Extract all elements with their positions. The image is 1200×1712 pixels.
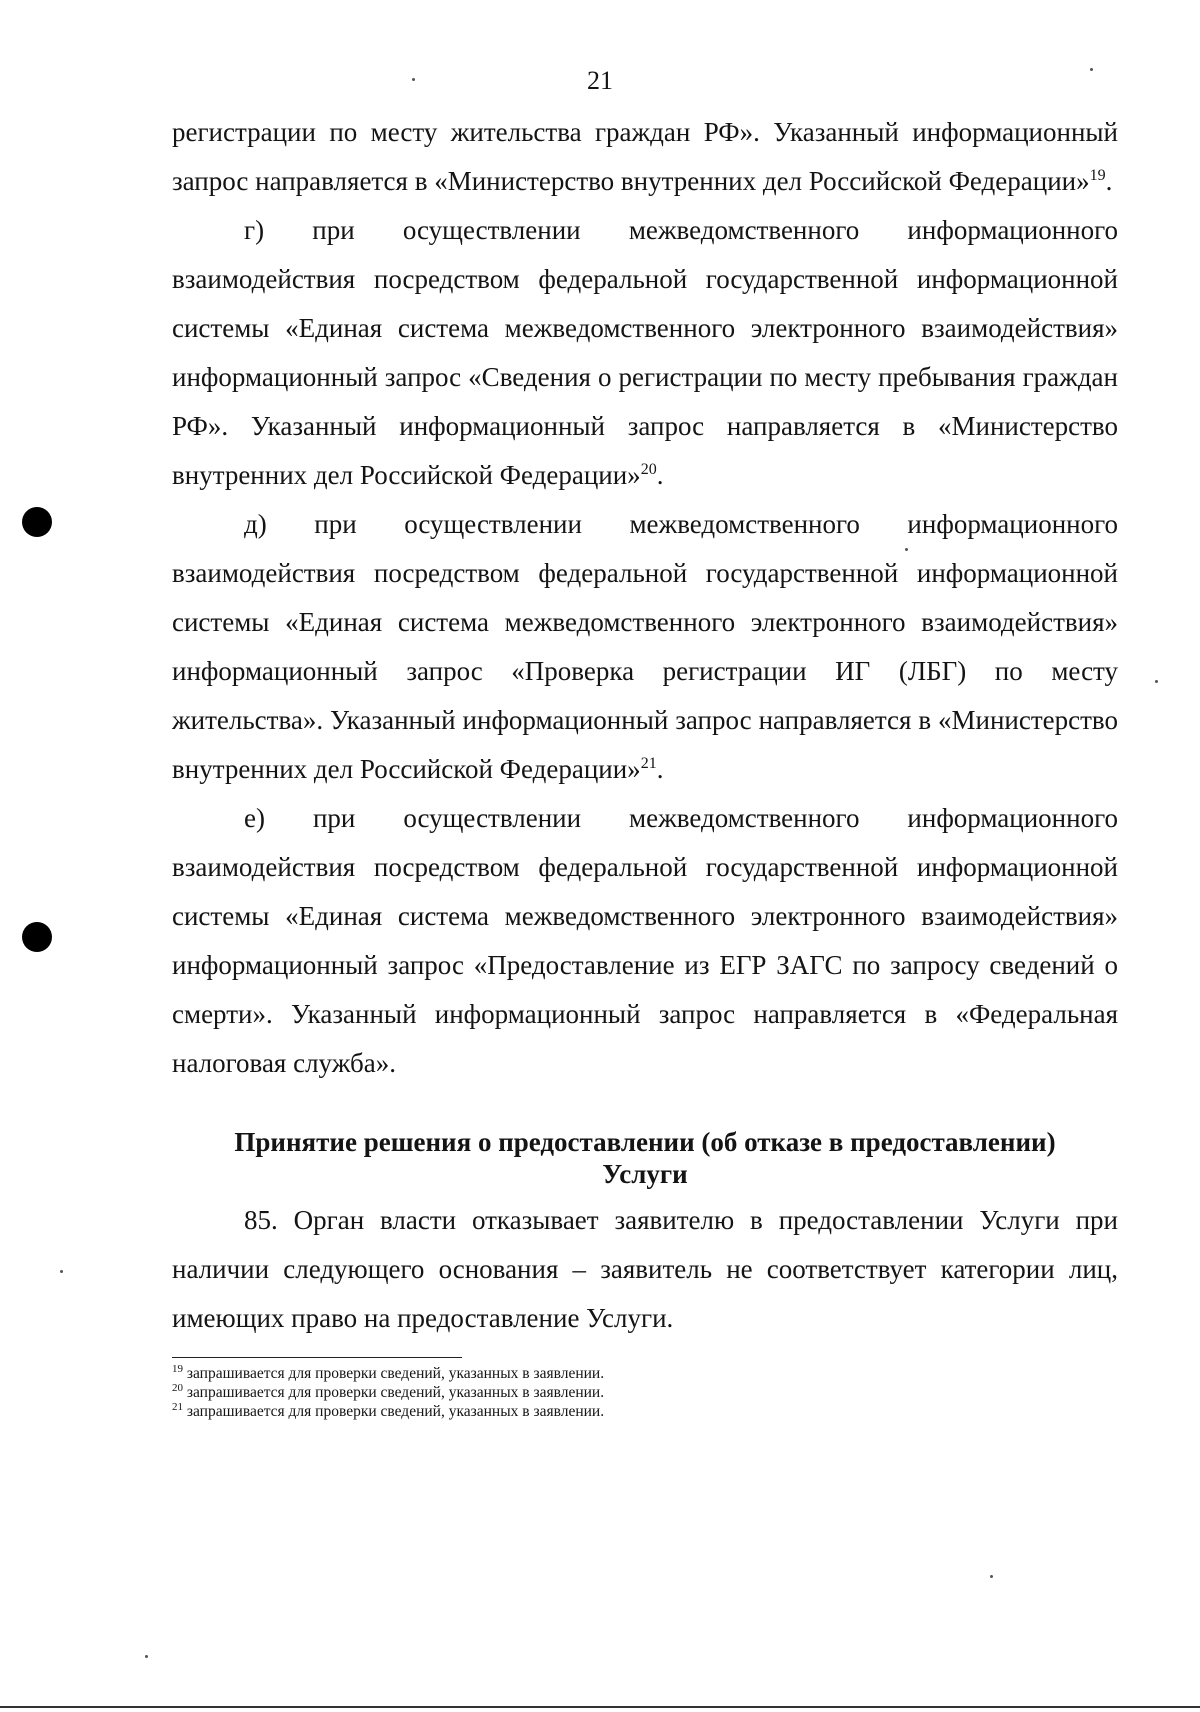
footnote-number: 21 <box>172 1400 183 1413</box>
scan-speck <box>145 1655 148 1658</box>
paragraph-text: регистрации по месту жительства граждан РФ». Указанный информационный запрос направляется в «Министерство внутренних дел Российской Федерации» <box>172 117 1118 196</box>
paragraph-text: . <box>1105 166 1113 196</box>
footnote-text: запрашивается для проверки сведений, указанных в заявлении. <box>183 1384 605 1401</box>
footnote-text: запрашивается для проверки сведений, указанных в заявлении. <box>183 1403 605 1420</box>
scan-speck <box>990 1575 993 1578</box>
body-paragraph <box>172 794 1118 1088</box>
section-heading-line: Принятие решения о предоставлении (об отказе в предоставлении) <box>234 1127 1056 1157</box>
punch-hole-mark <box>22 507 52 537</box>
footnote-reference: 19 <box>1089 167 1106 184</box>
footnote-reference: 21 <box>640 755 657 772</box>
body-paragraph <box>172 206 1118 500</box>
footnote-text: запрашивается для проверки сведений, указанных в заявлении. <box>183 1365 605 1382</box>
section-heading-line: Услуги <box>602 1159 688 1189</box>
footnote <box>172 1402 1118 1421</box>
paragraph-text: г) при осуществлении межведомственного информационного взаимодействия посредством федеральной государственной информационной системы «Единая система межведомственного электронного взаимодействия» информационный запрос «Сведения о регистрации по месту пребывания граждан РФ». Указанный информационный запрос направляется в «Министерство внутренних дел Российской Федерации» <box>172 215 1118 490</box>
footnote-separator <box>172 1357 462 1358</box>
paragraph-text: д) при осуществлении межведомственного информационного взаимодействия посредством федеральной государственной информационной системы «Единая система межведомственного электронного взаимодействия» информационный запрос «Проверка регистрации ИГ (ЛБГ) по месту жительства». Указанный информационный запрос направляется в «Министерство внутренних дел Российской Федерации» <box>172 509 1118 784</box>
body-paragraph <box>172 500 1118 794</box>
paragraph-list <box>172 108 1118 1088</box>
scan-bottom-edge <box>0 1706 1200 1708</box>
scan-speck <box>1155 680 1158 683</box>
footnote-list <box>172 1364 1118 1421</box>
paragraph-text: . <box>656 754 664 784</box>
footnote-number: 19 <box>172 1362 183 1375</box>
page-number: 21 <box>587 66 613 95</box>
paragraph-text: е) при осуществлении межведомственного информационного взаимодействия посредством федеральной государственной информационной системы «Единая система межведомственного электронного взаимодействия» информационный запрос «Предоставление из ЕГР ЗАГС по запросу сведений о смерти». Указанный информационный запрос направляется в «Федеральная налоговая служба». <box>172 803 1118 1078</box>
section-paragraph: 85. Орган власти отказывает заявителю в предоставлении Услуги при наличии следующего основания – заявитель не соответствует категории лиц, имеющих право на предоставление Услуги. <box>172 1205 1118 1333</box>
footnote-reference: 20 <box>640 461 657 478</box>
footnote-number: 20 <box>172 1381 183 1394</box>
body-paragraph <box>172 108 1118 206</box>
document-body <box>172 108 1118 1421</box>
paragraph-text: . <box>656 460 664 490</box>
scan-speck <box>60 1270 63 1273</box>
punch-hole-mark <box>22 922 52 952</box>
footnote <box>172 1383 1118 1402</box>
section-heading <box>172 1126 1118 1190</box>
footnote <box>172 1364 1118 1383</box>
